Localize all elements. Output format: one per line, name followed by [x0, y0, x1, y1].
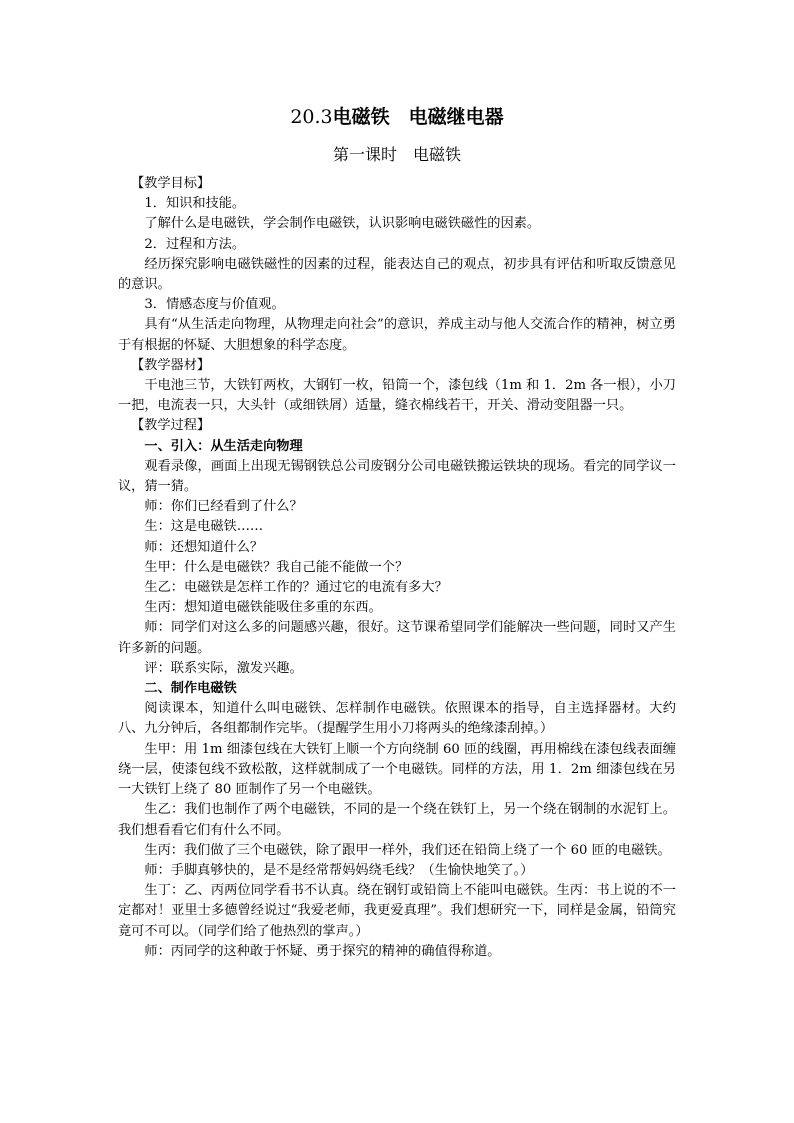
objective-item: 3．情感态度与价值观。 — [144, 297, 285, 313]
equipment-text: 干电池三节，大铁钉两枚，大钢钉一枚，铅筒一个，漆包线（1m 和 1．2m 各一根），小刀一把，电流表一只，大头针（或细铁屑）适量，缝衣棉线若干，开关、滑动变阻器一只。 — [118, 378, 676, 414]
objective-item: 2．过程和方法。 — [144, 236, 246, 252]
paragraph: 观看录像，画面上出现无锡钢铁总公司废钢分公司电磁铁搬运铁块的现场。看完的同学议一议，猜一猜。 — [118, 458, 676, 495]
paragraph: 评：联系实际，激发兴趣。 — [144, 660, 303, 676]
paragraph: 师：你们已经看到了什么？ — [144, 499, 303, 515]
paragraph: 生：这是电磁铁…… — [144, 519, 264, 535]
paragraph: 师：还想知道什么？ — [144, 539, 264, 555]
paragraph: 生丙：想知道电磁铁能吸住多重的东西。 — [144, 600, 382, 616]
document-title — [118, 100, 676, 134]
paragraph: 生甲：用 1m 细漆包线在大铁钉上顺一个方向绕制 60 匝的线圈，再用棉线在漆包线表面缠绕一层，使漆包线不致松散，这样就制成了一个电磁铁。同样的方法，用 1．2m 细漆包线在另一大铁钉上绕了 80 匝制作了另一个电磁铁。 — [118, 741, 676, 798]
equipment-heading: 【教学器材】 — [131, 357, 211, 373]
objectives-heading: 【教学目标】 — [131, 176, 211, 191]
process-heading: 【教学过程】 — [131, 418, 211, 434]
paragraph: 生丙：我们做了三个电磁铁，除了跟甲一样外，我们还在铅筒上绕了一个 60 匝的电磁铁。 — [144, 842, 671, 858]
paragraph: 师：手脚真够快的，是不是经常帮妈妈绕毛线？（生愉快地笑了。） — [144, 862, 534, 878]
paragraph: 生乙：我们也制作了两个电磁铁，不同的是一个绕在铁钉上，另一个绕在钢制的水泥钉上。我们想看看它们有什么不同。 — [118, 802, 676, 838]
document-page — [118, 100, 676, 962]
paragraph: 生乙：电磁铁是怎样工作的？通过它的电流有多大？ — [144, 580, 448, 596]
section-heading-intro: 一、引入：从生活走向物理 — [144, 438, 303, 454]
objective-item: 经历探究影响电磁铁磁性的因素的过程，能表达自己的观点，初步具有评估和听取反馈意见的意识。 — [118, 256, 676, 293]
title-text: 电磁铁 电磁继电器 — [332, 106, 504, 128]
objective-item: 具有“从生活走向物理，从物理走向社会”的意识，养成主动与他人交流合作的精神，树立勇于有根据的怀疑、大胆想象的科学态度。 — [118, 317, 676, 353]
objective-item: 了解什么是电磁铁，学会制作电磁铁，认识影响电磁铁磁性的因素。 — [144, 216, 541, 232]
paragraph: 阅读课本，知道什么叫电磁铁、怎样制作电磁铁。依照课本的指导，自主选择器材。大约八、九分钟后，各组都制作完毕。（提醒学生用小刀将两头的绝缘漆刮掉。） — [118, 701, 676, 737]
section-heading-make: 二、制作电磁铁 — [144, 681, 237, 697]
objective-item: 1．知识和技能。 — [144, 196, 246, 212]
title-number: 20.3 — [290, 106, 333, 128]
paragraph: 师：同学们对这么多的问题感兴趣，很好。这节课希望同学们能解决一些问题，同时又产生许多新的问题。 — [118, 620, 676, 656]
paragraph: 生丁：乙、丙两位同学看书不认真。绕在钢钉或铅筒上不能叫电磁铁。生丙：书上说的不一定都对！亚里士多德曾经说过“我爱老师，我更爱真理”。我们想研究一下，同样是金属，铅筒究竟可不可以。（同学们给了他热烈的掌声。） — [118, 883, 676, 939]
paragraph: 师：丙同学的这种敢于怀疑、勇于探究的精神的确值得称道。 — [144, 943, 501, 959]
paragraph: 生甲：什么是电磁铁？我自己能不能做一个？ — [144, 559, 409, 575]
document-subtitle: 第一课时 电磁铁 — [332, 145, 461, 164]
